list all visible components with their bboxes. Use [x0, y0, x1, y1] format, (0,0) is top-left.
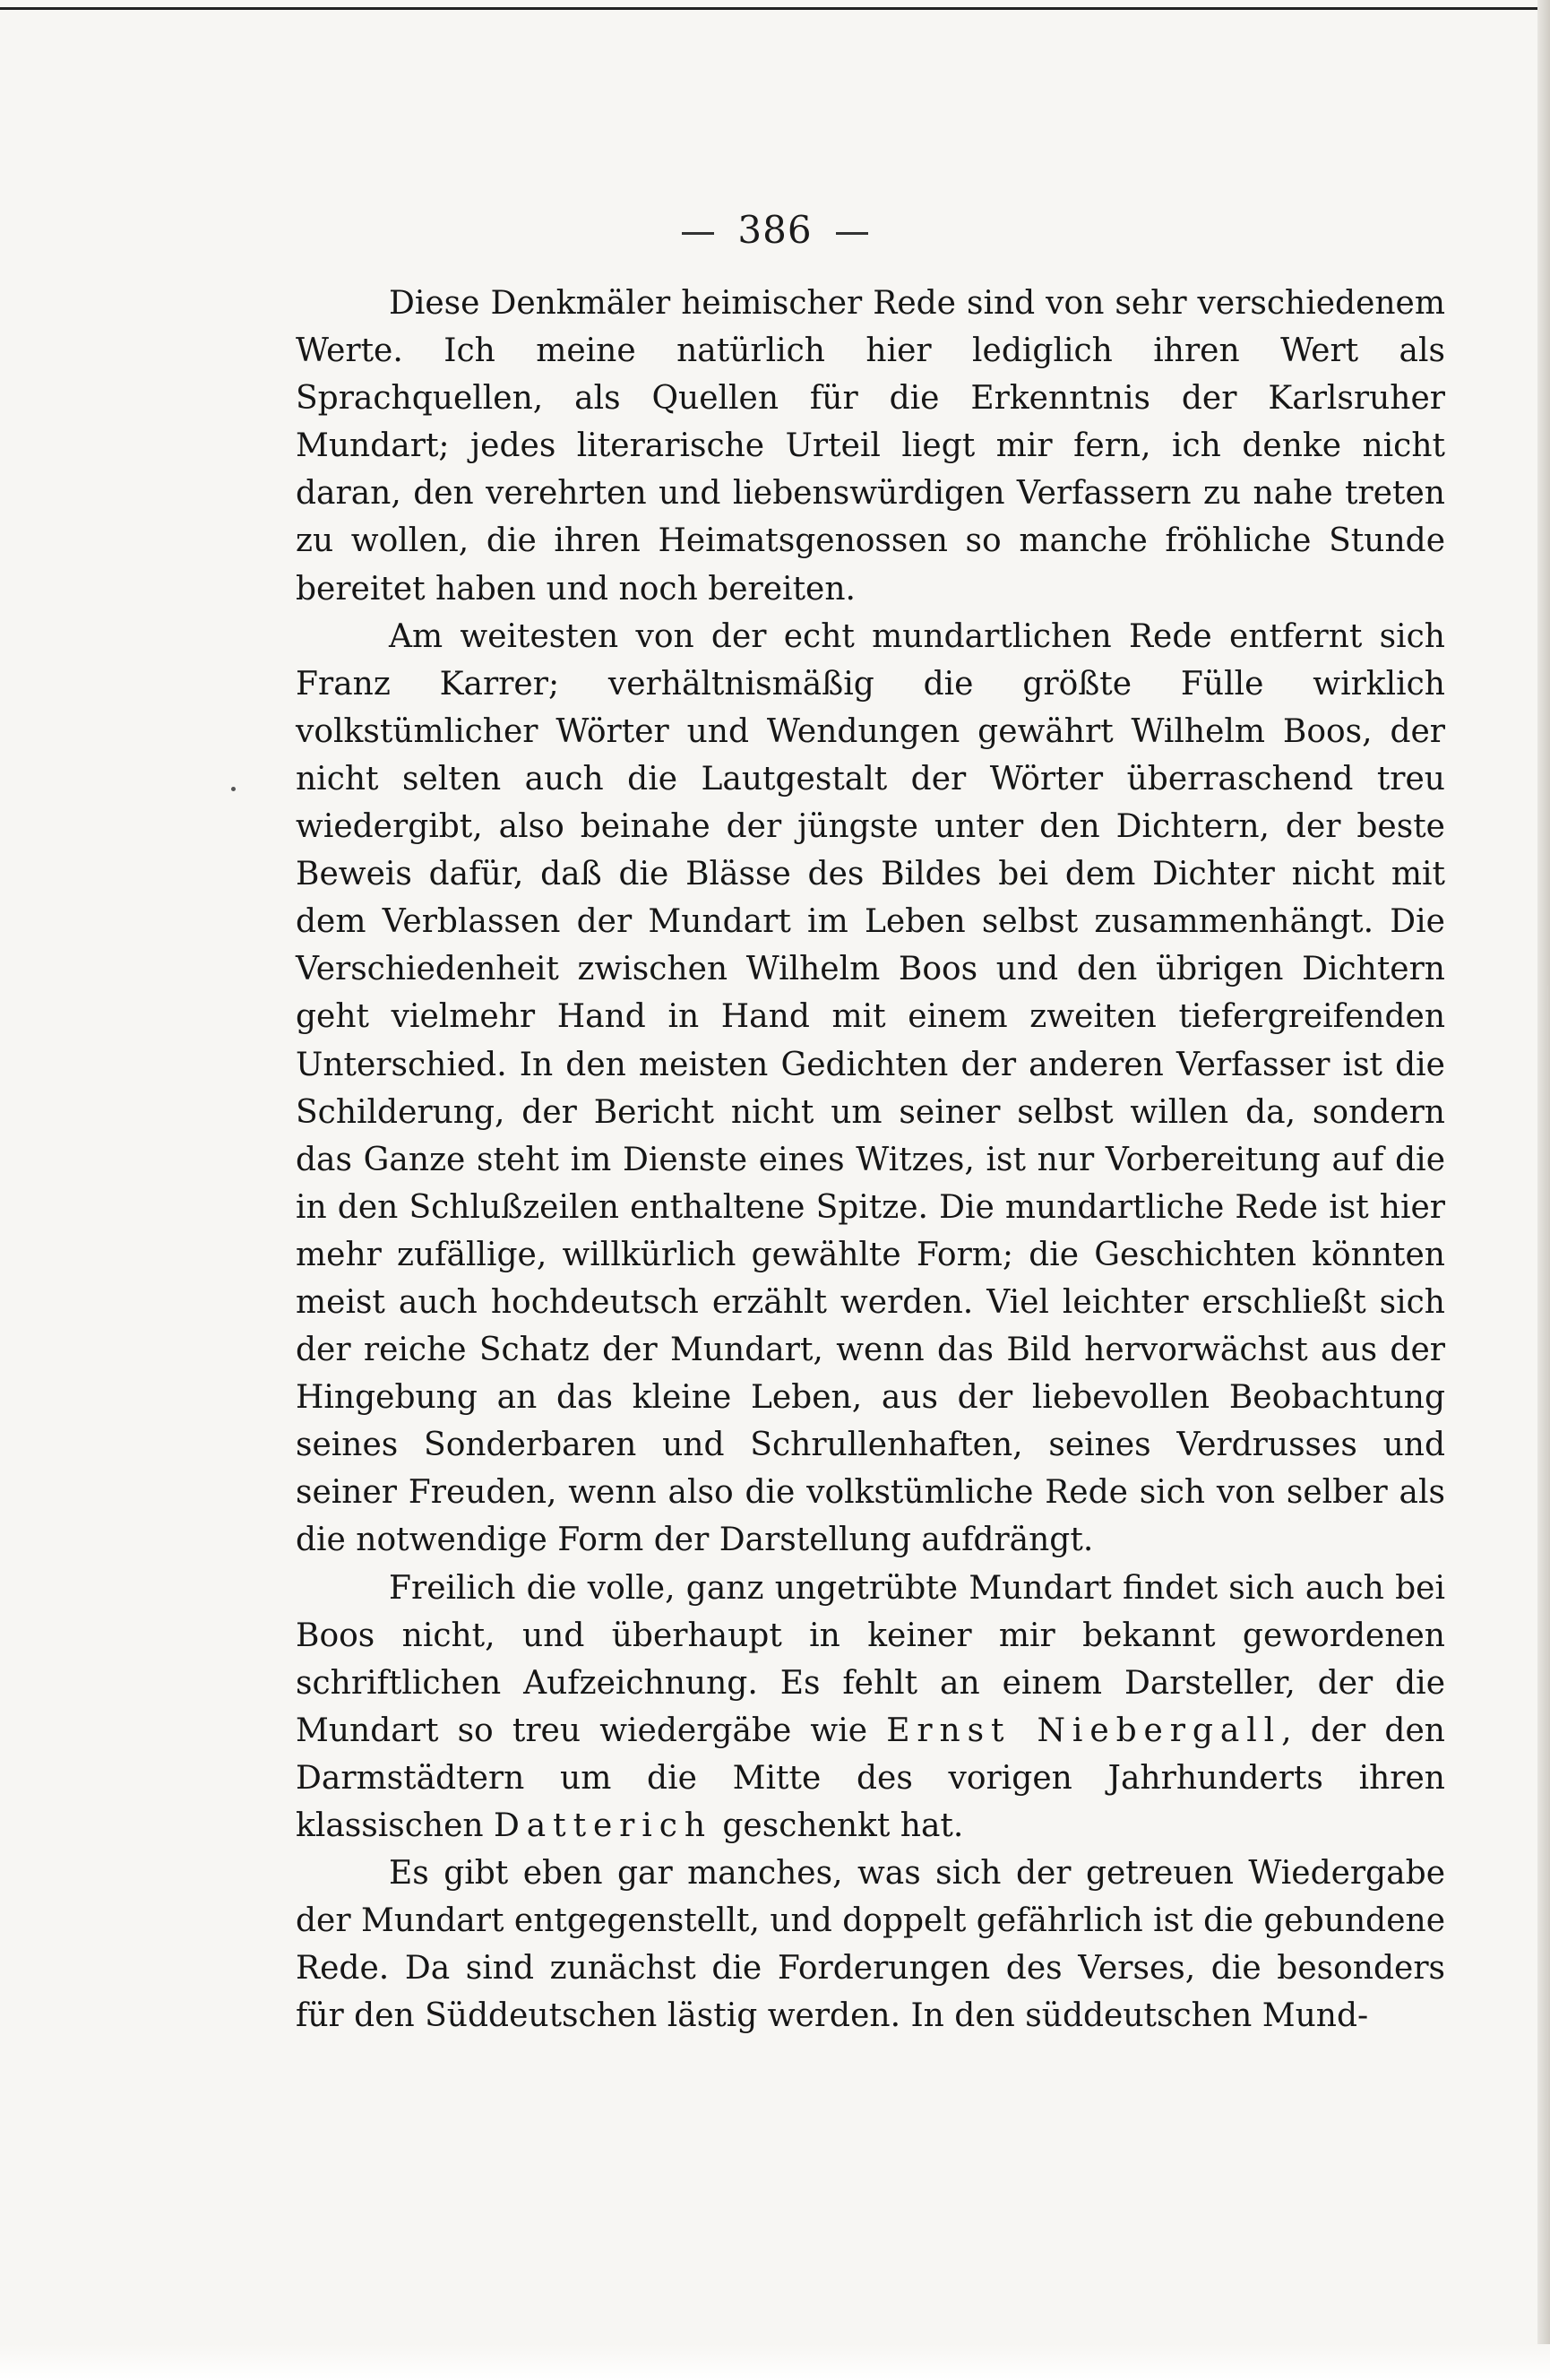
- spaced-name-datterich: Datterich: [494, 1807, 712, 1844]
- spaced-name-niebergall: Ernst Niebergall: [886, 1712, 1282, 1749]
- header-dash-right: [836, 232, 868, 235]
- page-bottom-edge: [0, 2344, 1550, 2380]
- print-speck: [231, 787, 236, 791]
- paragraph-3: [296, 1565, 1445, 1850]
- paragraph-3-text-a: Freilich die volle, ganz ungetrübte Mundart findet sich auch bei Boos nicht, und überhaupt in keiner mir bekannt gewordenen schriftlichen Aufzeichnung. Es fehlt an einem Darsteller, der die Mundart so treu wiedergäbe wie: [296, 1569, 1445, 1749]
- body-text: [296, 280, 1445, 2039]
- page-number: 386: [737, 208, 813, 252]
- paragraph-3-text-b: , der den Darmstädtern um die Mitte des vorigen Jahrhunderts ihren klassischen: [296, 1712, 1445, 1844]
- header-dash-left: [682, 232, 714, 235]
- paragraph-2: Am weitesten von der echt mundartlichen Rede entfernt sich Franz Karrer; verhältnismäßig die größte Fülle wirklich volkstümlicher Wörter und Wendungen gewährt Wilhelm Boos, der nicht selten auch die Lautgestalt der Wörter überraschend treu wiedergibt, also beinahe der jüngste unter den Dichtern, der beste Beweis dafür, daß die Blässe des Bildes bei dem Dichter nicht mit dem Verblassen der Mundart im Leben selbst zusammenhängt. Die Verschiedenheit zwischen Wilhelm Boos und den übrigen Dichtern geht vielmehr Hand in Hand mit einem zweiten tiefergreifenden Unterschied. In den meisten Gedichten der anderen Verfasser ist die Schilderung, der Bericht nicht um seiner selbst willen da, sondern das Ganze steht im Dienste eines Witzes, ist nur Vorbereitung auf die in den Schlußzeilen enthaltene Spitze. Die mundartliche Rede ist hier mehr zufällige, willkürlich gewählte Form; die Geschichten könnten meist auch hochdeutsch erzählt werden. Viel leichter erschließt sich der reiche Schatz der Mundart, wenn das Bild hervorwächst aus der Hingebung an das kleine Leben, aus der liebevollen Beobachtung seines Sonderbaren und Schrullenhaften, seines Verdrusses und seiner Freuden, wenn also die volkstümliche Rede sich von selber als die notwendige Form der Darstellung aufdrängt.: [296, 617, 1445, 1559]
- scan-artifact-line: [1546, 986, 1548, 2240]
- paragraph-4: Es gibt eben gar manches, was sich der getreuen Wiedergabe der Mundart entgegenstellt, und doppelt gefährlich ist die gebundene Rede. Da sind zunächst die Forderungen des Verses, die besonders für den Süddeutschen lästig werden. In den süddeutschen Mund-: [296, 1855, 1445, 2035]
- paragraph-1: Diese Denkmäler heimischer Rede sind von sehr verschiedenem Werte. Ich meine natürlich hier lediglich ihren Wert als Sprachquellen, als Quellen für die Erkenntnis der Karlsruher Mundart; jedes literarische Urteil liegt mir fern, ich denke nicht daran, den verehrten und liebenswürdigen Verfassern zu nahe treten zu wollen, die ihren Heimatsgenossen so manche fröhliche Stunde bereitet haben und noch bereiten.: [296, 285, 1445, 608]
- scan-top-border: [0, 7, 1550, 10]
- paragraph-3-text-c: geschenkt hat.: [711, 1807, 964, 1844]
- page-header: [0, 208, 1550, 252]
